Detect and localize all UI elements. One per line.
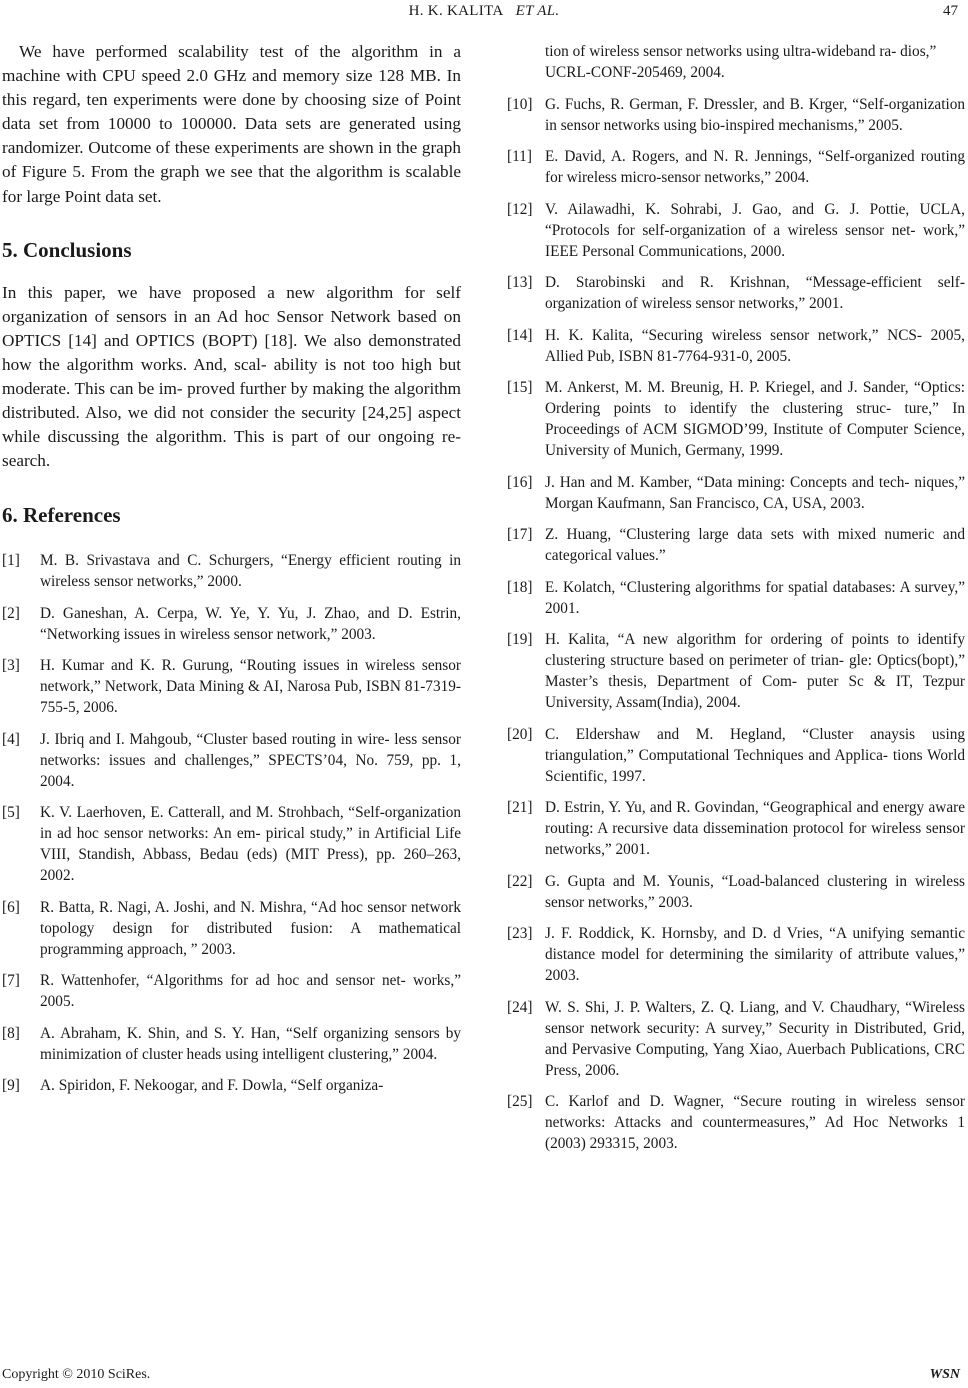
reference-item [2, 802, 461, 886]
reference-number: [18] [507, 578, 533, 596]
reference-number: [14] [507, 326, 533, 344]
reference-text: E. Kolatch, “Clustering algorithms for spatial databases: A survey,” 2001. [545, 578, 965, 617]
reference-text: G. Fuchs, R. German, F. Dressler, and B. Krger, “Self-organization in sensor networks using bio-inspired mechanisms,” 2005. [545, 95, 965, 134]
reference-item [507, 524, 965, 566]
reference-text: D. Starobinski and R. Krishnan, “Message-efficient self- organization of wireless sensor networks,” 2001. [545, 274, 965, 312]
reference-item [507, 871, 965, 913]
reference-item [507, 629, 965, 713]
reference-text: J. Han and M. Kamber, “Data mining: Concepts and tech- niques,” Morgan Kaufmann, San Francisco, CA, USA, 2003. [545, 473, 965, 512]
journal-abbrev: WSN [929, 1367, 960, 1382]
reference-number: [19] [507, 631, 533, 648]
right-column [507, 41, 965, 1165]
left-column [2, 40, 461, 1107]
reference-text: K. V. Laerhoven, E. Catterall, and M. Strohbach, “Self-organization in ad hoc sensor networks: An em- pirical study,” in Artificial Life VIII, Standish, Abbass, Bedau (eds) (MIT Press), pp. 260–263, 2002. [40, 804, 461, 885]
reference-item [507, 472, 965, 514]
reference-number: [15] [507, 379, 533, 396]
reference-item [507, 199, 965, 262]
reference-number: [10] [507, 95, 533, 113]
reference-text: J. Ibriq and I. Mahgoub, “Cluster based routing in wire- less sensor networks: issues and challenges,” SPECTS’04, No. 759, pp. 1, 2004. [40, 730, 461, 790]
running-etal: ET AL. [515, 3, 560, 19]
reference-text: M. B. Srivastava and C. Schurgers, “Energy efficient routing in wireless sensor networks,” 2000. [40, 552, 461, 591]
reference-item [507, 94, 965, 136]
reference-text: Z. Huang, “Clustering large data sets with mixed numeric and categorical values.” [545, 526, 965, 564]
reference-item [2, 603, 461, 645]
reference-number: [23] [507, 925, 533, 942]
reference-item [2, 1075, 461, 1096]
reference-text: C. Karlof and D. Wagner, “Secure routing in wireless sensor networks: Attacks and countermeasures,” Ad Hoc Networks 1 (2003) 293315, 2003. [545, 1093, 965, 1152]
reference-number: [25] [507, 1093, 533, 1110]
reference-item [507, 146, 965, 188]
reference-text: A. Abraham, K. Shin, and S. Y. Han, “Self organizing sensors by minimization of cluster heads using intelligent clustering,” 2004. [40, 1024, 461, 1063]
page-number: 47 [943, 3, 958, 19]
reference-item [2, 970, 461, 1012]
reference-number: [17] [507, 526, 533, 543]
reference-item [507, 377, 965, 461]
reference-number: [21] [507, 799, 533, 816]
reference-number: [8] [2, 1024, 20, 1042]
page-header [0, 0, 968, 30]
reference-number: [24] [507, 998, 533, 1016]
intro-paragraph: We have performed scalability test of the algorithm in a machine with CPU speed 2.0 GHz and memory size 128 MB. In this regard, ten experiments were done by choosing size of Point data set from 10000 to 100000. Data sets are generated using randomizer. Outcome of these experiments are shown in the graph of Figure 5. From the graph we see that the algorithm is scalable for large Point data set. [2, 42, 461, 206]
reference-text: M. Ankerst, M. M. Breunig, H. P. Kriegel, and J. Sander, “Optics: Ordering points to identify the clustering struc- ture,” In Proceedings of ACM SIGMOD’99, Institute of Computer Science, University of Munich, Germany, 1999. [545, 379, 965, 459]
reference-text: R. Wattenhofer, “Algorithms for ad hoc and sensor net- works,” 2005. [40, 972, 461, 1011]
reference-item [2, 655, 461, 718]
reference-text: E. David, A. Rogers, and N. R. Jennings, “Self-organized routing for wireless micro-sensor networks,” 2004. [545, 148, 965, 186]
running-author: H. K. KALITA [408, 3, 504, 19]
reference-number: [7] [2, 972, 20, 990]
reference-text: H. Kalita, “A new algorithm for ordering of points to identify clustering structure based on perimeter of trian- gle: Optics(bopt),” Master’s thesis, Department of Com- puter Sc & IT, Tezpur University, Assam(India), 2004. [545, 631, 965, 711]
reference-text: R. Batta, R. Nagi, A. Joshi, and N. Mishra, “Ad hoc sensor network topology design for distributed fusion: A mathematical programming approach, ” 2003. [40, 898, 461, 958]
reference-text: D. Ganeshan, A. Cerpa, W. Ye, Y. Yu, J. Zhao, and D. Estrin, “Networking issues in wireless sensor network,” 2003. [40, 604, 461, 643]
reference-text: J. F. Roddick, K. Hornsby, and D. d Vries, “A unifying semantic distance model for determining the similarity of attribute values,” 2003. [545, 925, 965, 984]
reference-text: D. Estrin, Y. Yu, and R. Govindan, “Geographical and energy aware routing: A recursive data dissemination protocol for wireless sensor networks,” 2001. [545, 799, 965, 858]
running-title [0, 3, 968, 20]
reference-item [507, 997, 965, 1081]
reference-continuation: tion of wireless sensor networks using ultra-wideband ra- dios,” UCRL-CONF-205469, 2004. [545, 43, 937, 81]
reference-text: V. Ailawadhi, K. Sohrabi, J. Gao, and G. J. Pottie, UCLA, “Protocols for self-organization of a wireless sensor net- work,” IEEE Personal Communications, 2000. [545, 200, 965, 260]
reference-number: [22] [507, 872, 533, 890]
page-footer [0, 1367, 968, 1387]
reference-number: [11] [507, 148, 532, 165]
reference-item [507, 272, 965, 314]
reference-item [507, 923, 965, 986]
reference-number: [16] [507, 473, 533, 491]
conclusions-heading: 5. Conclusions [2, 237, 132, 262]
reference-item [2, 897, 461, 960]
copyright-notice: Copyright © 2010 SciRes. [2, 1367, 151, 1382]
reference-item [507, 797, 965, 860]
reference-text: H. Kumar and K. R. Gurung, “Routing issues in wireless sensor network,” Network, Data Mining & AI, Narosa Pub, ISBN 81-7319-755-5, 2006. [40, 657, 461, 717]
references-heading: 6. References [2, 503, 121, 528]
reference-text: C. Eldershaw and M. Hegland, “Cluster anaysis using triangulation,” Computational Techniques and Applica- tions World Scientific, 1997. [545, 725, 965, 785]
reference-list-left [2, 550, 461, 1096]
reference-item [507, 325, 965, 367]
reference-item [507, 577, 965, 619]
reference-number: [3] [2, 657, 20, 675]
reference-number: [9] [2, 1077, 20, 1095]
reference-number: [12] [507, 200, 533, 218]
reference-number: [1] [2, 552, 20, 570]
reference-number: [20] [507, 725, 533, 743]
reference-number: [2] [2, 604, 20, 622]
reference-number: [4] [2, 730, 20, 748]
reference-number: [13] [507, 274, 533, 291]
reference-item [2, 1023, 461, 1065]
reference-text: H. K. Kalita, “Securing wireless sensor network,” NCS- 2005, Allied Pub, ISBN 81-7764-931-0, 2005. [545, 326, 965, 365]
reference-item [2, 550, 461, 592]
reference-text: A. Spiridon, F. Nekoogar, and F. Dowla, “Self organiza- [40, 1077, 384, 1095]
reference-item [507, 724, 965, 787]
reference-number: [6] [2, 898, 20, 916]
reference-text: G. Gupta and M. Younis, “Load-balanced clustering in wireless sensor networks,” 2003. [545, 872, 965, 911]
reference-item [2, 729, 461, 792]
reference-item [507, 1091, 965, 1154]
reference-number: [5] [2, 804, 20, 822]
conclusions-paragraph: In this paper, we have proposed a new algorithm for self organization of sensors in an Ad hoc Sensor Network based on OPTICS [14] and OPTICS (BOPT) [18]. We also demonstrated how the algorithm works. And, scal- ability is not too high but moderate. This can be im- proved further by making the algorithm distributed. Also, we did not consider the security [24,25] aspect while discussing the algorithm. This is part of our ongoing re- search. [2, 282, 461, 471]
reference-text: W. S. Shi, J. P. Walters, Z. Q. Liang, and V. Chaudhary, “Wireless sensor network security: A survey,” Security in Distributed, Grid, and Pervasive Computing, Yang Xiao, Auerbach Publications, CRC Press, 2006. [545, 998, 965, 1079]
